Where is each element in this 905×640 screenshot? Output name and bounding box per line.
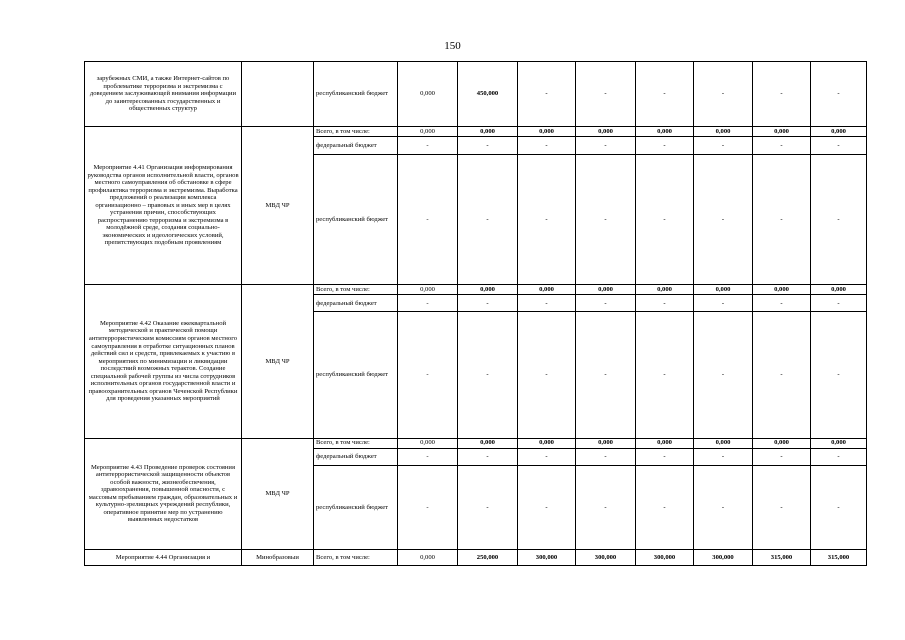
year-amount: - bbox=[458, 312, 518, 438]
year-amount: - bbox=[694, 312, 753, 438]
funding-source: Всего, в том числе: bbox=[314, 438, 398, 448]
year-amount: - bbox=[636, 62, 694, 127]
year-amount: - bbox=[576, 448, 636, 465]
year-amount: 250,000 bbox=[458, 549, 518, 565]
year-amount: - bbox=[753, 137, 811, 154]
year-amount: - bbox=[576, 466, 636, 549]
year-amount: 0,000 bbox=[811, 438, 867, 448]
year-amount: 0,000 bbox=[576, 284, 636, 294]
year-amount: - bbox=[576, 312, 636, 438]
responsible-executor: МВД ЧР bbox=[242, 284, 314, 438]
year-amount: - bbox=[636, 466, 694, 549]
year-amount: - bbox=[518, 137, 576, 154]
year-amount: - bbox=[694, 62, 753, 127]
funding-source: республиканский бюджет bbox=[314, 466, 398, 549]
year-amount: 0,000 bbox=[811, 284, 867, 294]
activity-description: Мероприятие 4.43 Проведение проверок состояния антитеррористической защищенности объектов особой важности, жизнеобеспечения, здравоохранения, повышенной опасности, с массовым пребыванием граждан, образовательных и культурно-зрелищных учреждений республики, оперативное принятие мер по устранению выявленных недостатков bbox=[85, 438, 242, 549]
year-amount: 0,000 bbox=[458, 284, 518, 294]
budget-table bbox=[84, 61, 867, 566]
funding-source: Всего, в том числе: bbox=[314, 549, 398, 565]
year-amount: - bbox=[458, 466, 518, 549]
year-amount: - bbox=[576, 295, 636, 312]
year-amount: 0,000 bbox=[753, 284, 811, 294]
year-amount: - bbox=[636, 154, 694, 284]
year-amount: - bbox=[811, 295, 867, 312]
year-amount: - bbox=[753, 62, 811, 127]
year-amount: 315,000 bbox=[811, 549, 867, 565]
year-amount: 0,000 bbox=[694, 438, 753, 448]
year-amount: - bbox=[694, 448, 753, 465]
funding-source: республиканский бюджет bbox=[314, 62, 398, 127]
funding-source: федеральный бюджет bbox=[314, 448, 398, 465]
total-amount: - bbox=[398, 448, 458, 465]
year-amount: - bbox=[518, 466, 576, 549]
year-amount: 300,000 bbox=[636, 549, 694, 565]
year-amount: 0,000 bbox=[636, 438, 694, 448]
year-amount: - bbox=[458, 448, 518, 465]
funding-source: республиканский бюджет bbox=[314, 154, 398, 284]
table-row bbox=[85, 284, 867, 294]
responsible-executor: Минобразовыи bbox=[242, 549, 314, 565]
year-amount: - bbox=[636, 137, 694, 154]
total-amount: - bbox=[398, 137, 458, 154]
year-amount: - bbox=[576, 154, 636, 284]
total-amount: 0,000 bbox=[398, 127, 458, 137]
responsible-executor bbox=[242, 62, 314, 127]
total-amount: 0,000 bbox=[398, 549, 458, 565]
activity-description: Мероприятие 4.44 Организация и bbox=[85, 549, 242, 565]
total-amount: - bbox=[398, 312, 458, 438]
year-amount: - bbox=[753, 448, 811, 465]
responsible-executor: МВД ЧР bbox=[242, 127, 314, 285]
activity-description: Мероприятие 4.41 Организация информирования руководства органов исполнительной власти, органов местного самоуправления об обстановке в сфере профилактика терроризма и экстремизма. Выработка предложений о реализации комплекса организационно – правовых и иных мер в целях устранения причин, способствующих распространению терроризма и экстремизма в молодёжной среде, создания социально-экономических и идеологических условий, препятствующих подобным проявлениям bbox=[85, 127, 242, 285]
year-amount: - bbox=[458, 295, 518, 312]
year-amount: 0,000 bbox=[576, 127, 636, 137]
year-amount: - bbox=[636, 448, 694, 465]
total-amount: - bbox=[398, 154, 458, 284]
year-amount: - bbox=[576, 62, 636, 127]
funding-source: федеральный бюджет bbox=[314, 137, 398, 154]
activity-description: Мероприятие 4.42 Оказание ежеквартальной методической и практической помощи антитеррористическим комиссиям органов местного самоуправления в отработке ситуационных планов действий сил и средств, привлекаемых к участию в мероприятиях по минимизации и ликвидации последствий возможных терактов. Создание специальной рабочей группы из числа сотрудников исполнительных органов государственной власти и правоохранительных органов Чеченской Республики для проведения указанных мероприятий bbox=[85, 284, 242, 438]
year-amount: 0,000 bbox=[753, 438, 811, 448]
funding-source: федеральный бюджет bbox=[314, 295, 398, 312]
total-amount: 0,000 bbox=[398, 438, 458, 448]
table-row bbox=[85, 62, 867, 127]
year-amount: - bbox=[753, 295, 811, 312]
year-amount: - bbox=[811, 62, 867, 127]
year-amount: - bbox=[811, 312, 867, 438]
total-amount: 0,000 bbox=[398, 62, 458, 127]
year-amount: - bbox=[811, 154, 867, 284]
year-amount: - bbox=[576, 137, 636, 154]
year-amount: - bbox=[753, 466, 811, 549]
page-number: 150 bbox=[444, 40, 461, 52]
year-amount: - bbox=[753, 154, 811, 284]
year-amount: - bbox=[694, 466, 753, 549]
year-amount: 0,000 bbox=[636, 127, 694, 137]
year-amount: 450,000 bbox=[458, 62, 518, 127]
year-amount: - bbox=[518, 154, 576, 284]
funding-source: Всего, в том числе: bbox=[314, 284, 398, 294]
funding-source: республиканский бюджет bbox=[314, 312, 398, 438]
year-amount: 300,000 bbox=[576, 549, 636, 565]
year-amount: 300,000 bbox=[694, 549, 753, 565]
year-amount: 0,000 bbox=[694, 284, 753, 294]
year-amount: - bbox=[518, 312, 576, 438]
year-amount: - bbox=[636, 295, 694, 312]
year-amount: 315,000 bbox=[753, 549, 811, 565]
total-amount: 0,000 bbox=[398, 284, 458, 294]
year-amount: - bbox=[518, 448, 576, 465]
year-amount: - bbox=[753, 312, 811, 438]
table-body bbox=[85, 62, 867, 566]
year-amount: - bbox=[811, 448, 867, 465]
year-amount: - bbox=[811, 137, 867, 154]
total-amount: - bbox=[398, 295, 458, 312]
table-row bbox=[85, 127, 867, 137]
year-amount: - bbox=[636, 312, 694, 438]
year-amount: 0,000 bbox=[694, 127, 753, 137]
table-row bbox=[85, 549, 867, 565]
year-amount: 0,000 bbox=[753, 127, 811, 137]
year-amount: 0,000 bbox=[458, 438, 518, 448]
year-amount: 0,000 bbox=[576, 438, 636, 448]
year-amount: - bbox=[458, 137, 518, 154]
year-amount: 0,000 bbox=[518, 284, 576, 294]
funding-source: Всего, в том числе: bbox=[314, 127, 398, 137]
year-amount: - bbox=[694, 137, 753, 154]
responsible-executor: МВД ЧР bbox=[242, 438, 314, 549]
year-amount: - bbox=[458, 154, 518, 284]
year-amount: 0,000 bbox=[518, 438, 576, 448]
total-amount: - bbox=[398, 466, 458, 549]
year-amount: - bbox=[694, 295, 753, 312]
year-amount: - bbox=[694, 154, 753, 284]
year-amount: 0,000 bbox=[458, 127, 518, 137]
year-amount: 300,000 bbox=[518, 549, 576, 565]
year-amount: 0,000 bbox=[518, 127, 576, 137]
year-amount: - bbox=[518, 295, 576, 312]
year-amount: 0,000 bbox=[811, 127, 867, 137]
year-amount: - bbox=[518, 62, 576, 127]
year-amount: - bbox=[811, 466, 867, 549]
activity-description: зарубежных СМИ, а также Интернет-сайтов по проблематике терроризма и экстремизма с доведением заслуживающей внимания информации до заинтересованных государственных и общественных структур bbox=[85, 62, 242, 127]
year-amount: 0,000 bbox=[636, 284, 694, 294]
table-row bbox=[85, 438, 867, 448]
